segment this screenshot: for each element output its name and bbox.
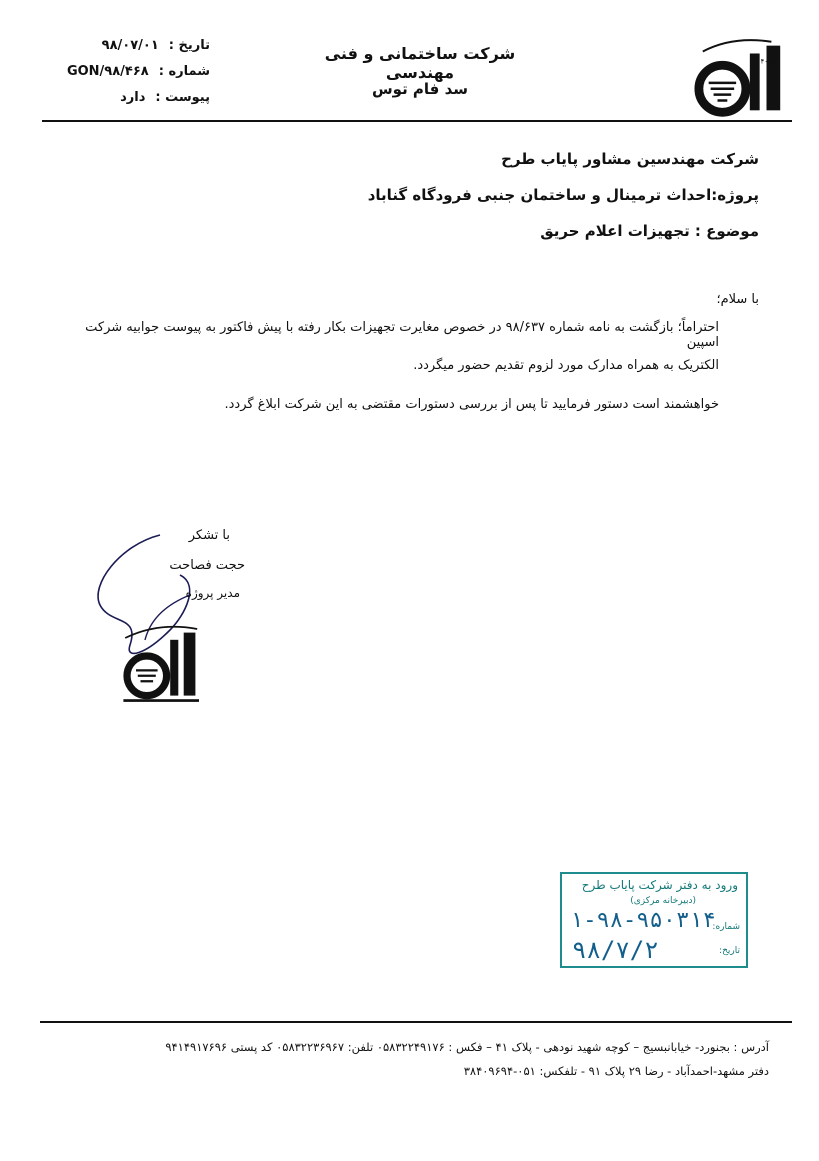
stamp-number-label: شماره: (712, 922, 740, 932)
signature-role: مدیر پروژه (185, 586, 240, 600)
body-paragraph-2: خواهشمند است دستور فرمایید تا پس از بررسی دستورات مقتضی به این شرکت ابلاغ گردد. (224, 397, 719, 412)
attachment-label: پیوست : (155, 90, 210, 105)
number-label: شماره : (158, 64, 210, 79)
stamp-number-value: ۱-۹۸-۹۵۰۳۱۴ (570, 908, 716, 933)
stamp-title: ورود به دفتر شرکت پایاب طرح (581, 878, 738, 892)
company-logo-icon (693, 28, 791, 126)
signature-thanks: با تشکر (188, 528, 230, 543)
company-subtitle: سد فام توس (371, 80, 469, 98)
footer-divider (40, 1021, 792, 1023)
recipient: شرکت مهندسین مشاور پایاب طرح (501, 150, 759, 168)
subject-line: موضوع : تجهیزات اعلام حریق (540, 222, 759, 240)
letter-date (40, 38, 210, 53)
date-label: تاریخ : (168, 38, 210, 53)
stamp-subtitle: (دبیرخانه مرکزی) (630, 896, 696, 906)
footer-address: آدرس : بجنورد- خیابانبسیج – کوچه شهید نودهی - پلاک ۴۱ – فکس : ۰۵۸۳۲۲۴۹۱۷۶ تلفن: ۰۵۸۳۲۲۳۶۹۶۷ کد پستی ۹۴۱۴۹۱۷۶۹۶ (165, 1040, 769, 1054)
letter-number (40, 64, 210, 79)
attachment-value: دارد (120, 90, 146, 105)
date-value: ۹۸/۰۷/۰۱ (101, 38, 159, 53)
body-paragraph-1-line-1: احتراماً؛ بازگشت به نامه شماره ۹۸/۶۳۷ در خصوص مغایرت تجهیزات بکار رفته با پیش فاکتور به پیوست جوابیه شرکت اسپین (85, 320, 719, 350)
letter-attachment (40, 90, 210, 105)
body-paragraph-1-line-2: الکتریک به همراه مدارک مورد لزوم تقدیم حضور میگردد. (413, 358, 719, 373)
project-line: پروژه:احداث ترمینال و ساختمان جنبی فرودگاه گناباد (367, 186, 759, 204)
greeting: با سلام؛ (716, 292, 759, 307)
company-stamp-icon (118, 620, 208, 710)
received-stamp (560, 872, 748, 968)
signature-name: حجت فصاحت (169, 558, 245, 573)
footer-mashhad-office: دفتر مشهد-احمدآباد - رضا ۲۹ پلاک ۹۱ - تلفکس: ۰۵۱-۳۸۴۰۹۶۹۴ (463, 1064, 769, 1078)
stamp-date-label: تاریخ: (719, 946, 740, 956)
company-name: شرکت ساختمانی و فنی مهندسی (324, 44, 516, 82)
svg-text:۴۰۶۵: ۴۰۶۵ (760, 57, 776, 66)
header-divider (42, 120, 792, 122)
number-value: GON/۹۸/۴۶۸ (66, 64, 149, 79)
stamp-date-value: ۹۸/۷/۲ (572, 936, 659, 964)
